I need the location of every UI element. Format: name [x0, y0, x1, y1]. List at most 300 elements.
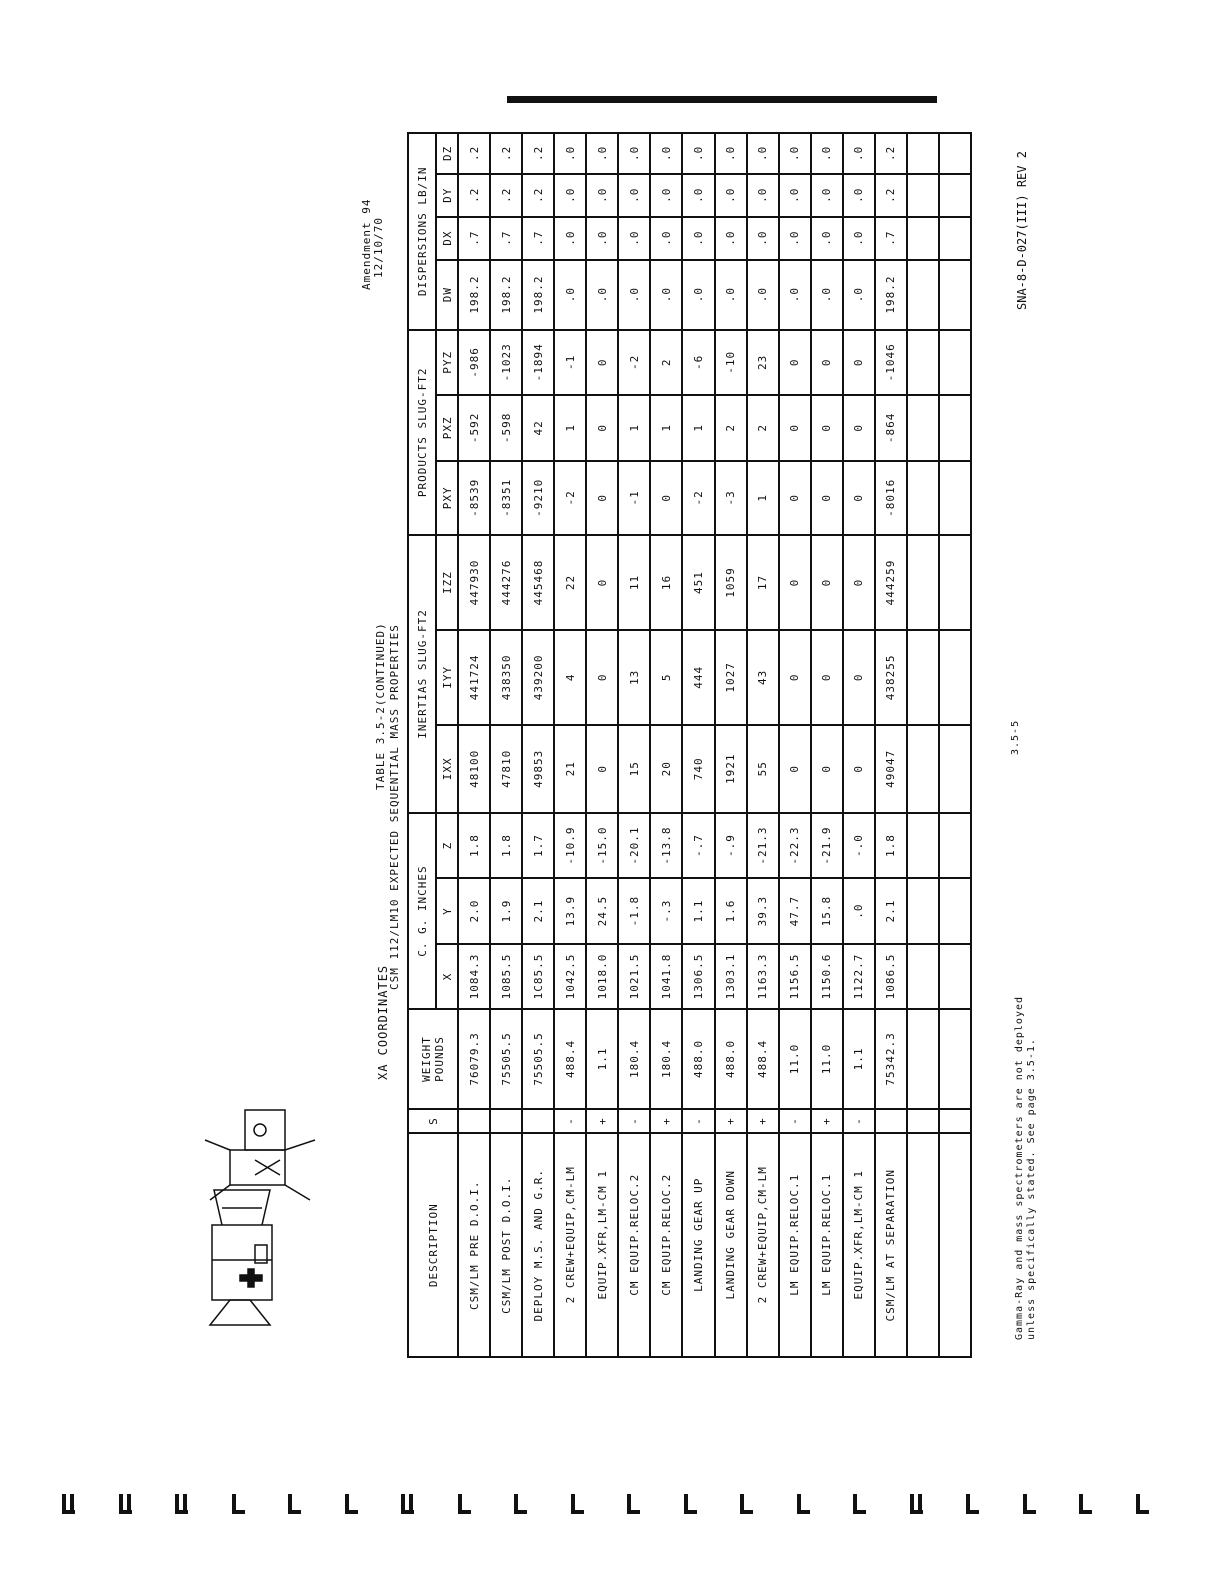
cell-dz: .0	[811, 133, 843, 174]
cell-pyz: -1023	[490, 330, 522, 396]
cell-x: 1122.7	[843, 944, 875, 1009]
cell-pxy: -3	[715, 461, 747, 536]
cell-pxy: -8016	[875, 461, 907, 536]
cell-empty	[939, 395, 971, 460]
cell-pxy: -2	[554, 461, 586, 536]
cell-empty	[939, 330, 971, 396]
cell-dy: .0	[682, 174, 714, 217]
cell-x: 1150.6	[811, 944, 843, 1009]
cell-pxy: -1	[618, 461, 650, 536]
cell-pxy: 0	[811, 461, 843, 536]
cell-dy: .2	[875, 174, 907, 217]
cell-pxz: -598	[490, 395, 522, 460]
cell-s: +	[747, 1109, 779, 1134]
table-row	[843, 133, 875, 1357]
cell-w: 75505.5	[522, 1009, 554, 1108]
binder-mark	[399, 1494, 415, 1514]
cell-w: 488.4	[747, 1009, 779, 1108]
cell-description: EQUIP.XFR,LM-CM 1	[586, 1133, 618, 1357]
col-dw: DW	[436, 260, 458, 330]
binder-mark	[625, 1494, 641, 1514]
cell-dy: .0	[715, 174, 747, 217]
cell-iyy: 439200	[522, 630, 554, 725]
cell-y: 1.1	[682, 878, 714, 943]
cell-description: 2 CREW+EQUIP,CM-LM	[747, 1133, 779, 1357]
coords-label: XA COORDINATES	[376, 964, 390, 1080]
binder-mark	[908, 1494, 924, 1514]
table-row	[490, 133, 522, 1357]
cell-z: -20.1	[618, 813, 650, 879]
cell-dw: .0	[554, 260, 586, 330]
cell-x: 1163.3	[747, 944, 779, 1009]
cell-empty	[907, 725, 939, 813]
cell-empty	[907, 217, 939, 260]
cell-izz: 445468	[522, 535, 554, 630]
cell-dy: .2	[522, 174, 554, 217]
cell-empty	[939, 1109, 971, 1134]
cell-w: 76079.3	[458, 1009, 490, 1108]
cell-empty	[939, 725, 971, 813]
binder-mark	[173, 1494, 189, 1514]
cell-dz: .0	[843, 133, 875, 174]
cell-dz: .0	[650, 133, 682, 174]
cell-w: 488.4	[554, 1009, 586, 1108]
cell-y: 13.9	[554, 878, 586, 943]
cell-iyy: 0	[843, 630, 875, 725]
cell-s	[490, 1109, 522, 1134]
cell-ixx: 21	[554, 725, 586, 813]
cell-izz: 0	[811, 535, 843, 630]
cell-dx: .0	[682, 217, 714, 260]
cell-empty	[907, 174, 939, 217]
cell-x: 1041.8	[650, 944, 682, 1009]
cell-s: -	[779, 1109, 811, 1134]
cell-s	[458, 1109, 490, 1134]
table-row	[586, 133, 618, 1357]
binder-mark	[512, 1494, 528, 1514]
cell-izz: 0	[586, 535, 618, 630]
cell-dz: .0	[586, 133, 618, 174]
cell-y: 2.1	[522, 878, 554, 943]
table-row	[811, 133, 843, 1357]
cell-x: 1C85.5	[522, 944, 554, 1009]
cell-izz: 444259	[875, 535, 907, 630]
cell-x: 1084.3	[458, 944, 490, 1009]
binder-marks	[60, 1494, 1160, 1516]
cell-y: -.3	[650, 878, 682, 943]
cell-pxy: -8539	[458, 461, 490, 536]
cell-w: 180.4	[618, 1009, 650, 1108]
cell-z: 1.8	[458, 813, 490, 879]
cell-s: +	[650, 1109, 682, 1134]
cell-w: 11.0	[811, 1009, 843, 1108]
cell-empty	[907, 1133, 939, 1357]
table-row	[458, 133, 490, 1357]
cell-pxz: 1	[618, 395, 650, 460]
cell-izz: 1059	[715, 535, 747, 630]
cell-z: -13.8	[650, 813, 682, 879]
cell-dx: .0	[586, 217, 618, 260]
cell-description: DEPLOY M.S. AND G.R.	[522, 1133, 554, 1357]
cell-description: EQUIP.XFR,LM-CM 1	[843, 1133, 875, 1357]
cell-x: 1303.1	[715, 944, 747, 1009]
cell-empty	[939, 630, 971, 725]
amendment-date: 12/10/70	[372, 217, 385, 278]
col-cg-group: C. G. INCHES	[408, 813, 436, 1009]
cell-y: 1.9	[490, 878, 522, 943]
col-x: X	[436, 944, 458, 1009]
cell-pxz: 0	[586, 395, 618, 460]
cell-empty	[907, 330, 939, 396]
footnote-line-2: unless specifically stated. See page 3.5-1.	[1026, 1038, 1037, 1340]
mass-properties-table	[407, 132, 972, 1358]
cell-empty	[939, 878, 971, 943]
col-pxy: PXY	[436, 461, 458, 536]
cell-description: LANDING GEAR UP	[682, 1133, 714, 1357]
cell-izz: 447930	[458, 535, 490, 630]
cell-iyy: 43	[747, 630, 779, 725]
cell-w: 1.1	[586, 1009, 618, 1108]
table-title: TABLE 3.5-2(CONTINUED)	[374, 622, 387, 790]
cell-x: 1018.0	[586, 944, 618, 1009]
cell-dy: .2	[490, 174, 522, 217]
cell-z: 1.8	[875, 813, 907, 879]
cell-x: 1085.5	[490, 944, 522, 1009]
cell-dy: .0	[843, 174, 875, 217]
cell-x: 1156.5	[779, 944, 811, 1009]
cell-dw: 198.2	[522, 260, 554, 330]
cell-dy: .0	[747, 174, 779, 217]
cell-iyy: 0	[779, 630, 811, 725]
col-description: DESCRIPTION	[408, 1133, 458, 1357]
cell-dz: .0	[779, 133, 811, 174]
cell-s	[875, 1109, 907, 1134]
cell-y: 1.6	[715, 878, 747, 943]
binder-mark	[851, 1494, 867, 1514]
col-inertias-group: INERTIAS SLUG-FT2	[408, 535, 436, 813]
cell-dx: .7	[875, 217, 907, 260]
cell-pyz: 0	[843, 330, 875, 396]
cell-w: 75342.3	[875, 1009, 907, 1108]
table-row	[554, 133, 586, 1357]
binder-mark	[117, 1494, 133, 1514]
cell-dz: .0	[747, 133, 779, 174]
cell-ixx: 740	[682, 725, 714, 813]
binder-mark	[343, 1494, 359, 1514]
cell-izz: 0	[843, 535, 875, 630]
cell-ixx: 0	[779, 725, 811, 813]
cell-z: -15.0	[586, 813, 618, 879]
cell-empty	[939, 133, 971, 174]
col-pxz: PXZ	[436, 395, 458, 460]
cell-pyz: -6	[682, 330, 714, 396]
cell-empty	[907, 630, 939, 725]
cell-pxz: 0	[811, 395, 843, 460]
amendment-label: Amendment 94	[360, 198, 373, 290]
cell-empty	[939, 1133, 971, 1357]
cell-pxz: 1	[650, 395, 682, 460]
cell-pxy: 1	[747, 461, 779, 536]
cell-x: 1306.5	[682, 944, 714, 1009]
cell-z: -.9	[715, 813, 747, 879]
cell-w: 11.0	[779, 1009, 811, 1108]
cell-dw: .0	[586, 260, 618, 330]
binder-mark	[964, 1494, 980, 1514]
cell-pxy: 0	[843, 461, 875, 536]
cell-pyz: 2	[650, 330, 682, 396]
cell-pyz: -1894	[522, 330, 554, 396]
cell-iyy: 438255	[875, 630, 907, 725]
cell-empty	[939, 944, 971, 1009]
cell-x: 1021.5	[618, 944, 650, 1009]
cell-y: 2.0	[458, 878, 490, 943]
cell-pyz: -986	[458, 330, 490, 396]
table-row	[715, 133, 747, 1357]
cell-z: 1.8	[490, 813, 522, 879]
cell-ixx: 0	[811, 725, 843, 813]
cell-dx: .7	[490, 217, 522, 260]
cell-z: -.7	[682, 813, 714, 879]
cell-dx: .7	[458, 217, 490, 260]
binder-mark	[795, 1494, 811, 1514]
cell-dw: 198.2	[875, 260, 907, 330]
cell-pyz: -2	[618, 330, 650, 396]
cell-y: -1.8	[618, 878, 650, 943]
cell-ixx: 55	[747, 725, 779, 813]
cell-s: +	[586, 1109, 618, 1134]
cell-iyy: 4	[554, 630, 586, 725]
cell-dy: .0	[811, 174, 843, 217]
table-row	[779, 133, 811, 1357]
cell-pyz: 0	[586, 330, 618, 396]
cell-description: CSM/LM POST D.O.I.	[490, 1133, 522, 1357]
cell-y: 39.3	[747, 878, 779, 943]
cell-w: 180.4	[650, 1009, 682, 1108]
cell-pxz: 0	[779, 395, 811, 460]
table-row	[618, 133, 650, 1357]
col-y: Y	[436, 878, 458, 943]
binder-mark	[569, 1494, 585, 1514]
cell-pxz: 1	[682, 395, 714, 460]
cell-empty	[907, 395, 939, 460]
cell-dx: .0	[554, 217, 586, 260]
binder-mark	[456, 1494, 472, 1514]
cell-dx: .0	[715, 217, 747, 260]
cell-empty	[907, 260, 939, 330]
cell-dz: .0	[554, 133, 586, 174]
cell-dw: 198.2	[490, 260, 522, 330]
table-row-blank	[939, 133, 971, 1357]
cell-dx: .0	[618, 217, 650, 260]
cell-description: CSM/LM PRE D.O.I.	[458, 1133, 490, 1357]
table-row	[522, 133, 554, 1357]
cell-dz: .2	[490, 133, 522, 174]
cell-pxz: -592	[458, 395, 490, 460]
cell-description: LM EQUIP.RELOC.1	[779, 1133, 811, 1357]
cell-z: -22.3	[779, 813, 811, 879]
cell-empty	[907, 1009, 939, 1108]
binder-mark	[1077, 1494, 1093, 1514]
col-dispersions-group: DISPERSIONS LB/IN	[408, 133, 436, 330]
cell-dx: .0	[843, 217, 875, 260]
cell-pxy: -9210	[522, 461, 554, 536]
cell-empty	[907, 944, 939, 1009]
cell-empty	[939, 461, 971, 536]
cell-iyy: 0	[811, 630, 843, 725]
cell-iyy: 438350	[490, 630, 522, 725]
cell-pxy: 0	[586, 461, 618, 536]
cell-izz: 451	[682, 535, 714, 630]
cell-s: +	[715, 1109, 747, 1134]
cell-dw: .0	[715, 260, 747, 330]
table-row-blank	[907, 133, 939, 1357]
cell-dx: .0	[811, 217, 843, 260]
cell-s: -	[618, 1109, 650, 1134]
cell-description: LANDING GEAR DOWN	[715, 1133, 747, 1357]
binder-mark	[1134, 1494, 1150, 1514]
cell-dx: .0	[779, 217, 811, 260]
cell-dw: .0	[650, 260, 682, 330]
col-dz: DZ	[436, 133, 458, 174]
table-row	[747, 133, 779, 1357]
cell-dw: .0	[618, 260, 650, 330]
cell-pxz: 2	[715, 395, 747, 460]
cell-izz: 0	[779, 535, 811, 630]
cell-y: 24.5	[586, 878, 618, 943]
cell-dz: .2	[522, 133, 554, 174]
cell-pxz: 0	[843, 395, 875, 460]
cell-z: -.0	[843, 813, 875, 879]
footnote-line-1: Gamma-Ray and mass spectrometers are not deployed	[1014, 995, 1025, 1340]
cell-empty	[939, 174, 971, 217]
binder-mark	[230, 1494, 246, 1514]
col-ixx: IXX	[436, 725, 458, 813]
cell-izz: 17	[747, 535, 779, 630]
cell-dw: .0	[779, 260, 811, 330]
cell-ixx: 48100	[458, 725, 490, 813]
col-products-group: PRODUCTS SLUG-FT2	[408, 330, 436, 536]
col-z: Z	[436, 813, 458, 879]
cell-description: CSM/LM AT SEPARATION	[875, 1133, 907, 1357]
cell-pxy: -2	[682, 461, 714, 536]
cell-iyy: 1027	[715, 630, 747, 725]
cell-izz: 22	[554, 535, 586, 630]
cell-dw: .0	[682, 260, 714, 330]
cell-empty	[939, 535, 971, 630]
cell-pxy: -8351	[490, 461, 522, 536]
csm-lm-illustration-icon	[200, 1100, 350, 1330]
cell-dy: .0	[779, 174, 811, 217]
cell-z: 1.7	[522, 813, 554, 879]
cell-pyz: 0	[811, 330, 843, 396]
cell-ixx: 0	[586, 725, 618, 813]
table-subtitle: CSM 112/LM10 EXPECTED SEQUENTIAL MASS PROPERTIES	[388, 624, 401, 990]
heavy-rule	[507, 96, 937, 103]
cell-ixx: 49047	[875, 725, 907, 813]
cell-iyy: 0	[586, 630, 618, 725]
cell-empty	[907, 535, 939, 630]
cell-empty	[907, 1109, 939, 1134]
binder-mark	[286, 1494, 302, 1514]
cell-pxz: 1	[554, 395, 586, 460]
cell-description: 2 CREW+EQUIP,CM-LM	[554, 1133, 586, 1357]
cell-empty	[939, 260, 971, 330]
cell-iyy: 13	[618, 630, 650, 725]
cell-dw: .0	[811, 260, 843, 330]
cell-empty	[907, 813, 939, 879]
cell-y: 47.7	[779, 878, 811, 943]
cell-ixx: 20	[650, 725, 682, 813]
cell-x: 1042.5	[554, 944, 586, 1009]
cell-s: -	[554, 1109, 586, 1134]
cell-dz: .2	[458, 133, 490, 174]
cell-y: 15.8	[811, 878, 843, 943]
cell-pyz: 0	[779, 330, 811, 396]
binder-mark	[60, 1494, 76, 1514]
cell-dy: .2	[458, 174, 490, 217]
cell-ixx: 15	[618, 725, 650, 813]
cell-empty	[939, 813, 971, 879]
cell-description: CM EQUIP.RELOC.2	[650, 1133, 682, 1357]
cell-w: 1.1	[843, 1009, 875, 1108]
col-izz: IZZ	[436, 535, 458, 630]
cell-s: +	[811, 1109, 843, 1134]
cell-iyy: 444	[682, 630, 714, 725]
cell-s: -	[843, 1109, 875, 1134]
cell-y: .0	[843, 878, 875, 943]
cell-pxz: -864	[875, 395, 907, 460]
cell-ixx: 49853	[522, 725, 554, 813]
table-row	[682, 133, 714, 1357]
cell-izz: 11	[618, 535, 650, 630]
cell-description: CM EQUIP.RELOC.2	[618, 1133, 650, 1357]
col-dy: DY	[436, 174, 458, 217]
cell-iyy: 441724	[458, 630, 490, 725]
cell-dy: .0	[650, 174, 682, 217]
cell-dy: .0	[586, 174, 618, 217]
cell-empty	[939, 217, 971, 260]
col-s: S	[408, 1109, 458, 1134]
cell-ixx: 0	[843, 725, 875, 813]
cell-dz: .2	[875, 133, 907, 174]
document-id: SNA-8-D-027(III) REV 2	[1015, 151, 1029, 310]
cell-dx: .0	[747, 217, 779, 260]
cell-pyz: 23	[747, 330, 779, 396]
cell-s	[522, 1109, 554, 1134]
cell-dx: .0	[650, 217, 682, 260]
cell-empty	[907, 133, 939, 174]
binder-mark	[738, 1494, 754, 1514]
cell-x: 1086.5	[875, 944, 907, 1009]
cell-dz: .0	[715, 133, 747, 174]
cell-y: 2.1	[875, 878, 907, 943]
cell-pxz: 2	[747, 395, 779, 460]
cell-pyz: -1046	[875, 330, 907, 396]
cell-dw: .0	[843, 260, 875, 330]
table-row	[650, 133, 682, 1357]
binder-mark	[682, 1494, 698, 1514]
cell-pxz: 42	[522, 395, 554, 460]
cell-w: 488.0	[715, 1009, 747, 1108]
cell-z: -21.9	[811, 813, 843, 879]
cell-empty	[939, 1009, 971, 1108]
cell-izz: 444276	[490, 535, 522, 630]
cell-iyy: 5	[650, 630, 682, 725]
cell-dw: 198.2	[458, 260, 490, 330]
col-dx: DX	[436, 217, 458, 260]
cell-pxy: 0	[779, 461, 811, 536]
cell-pyz: -10	[715, 330, 747, 396]
